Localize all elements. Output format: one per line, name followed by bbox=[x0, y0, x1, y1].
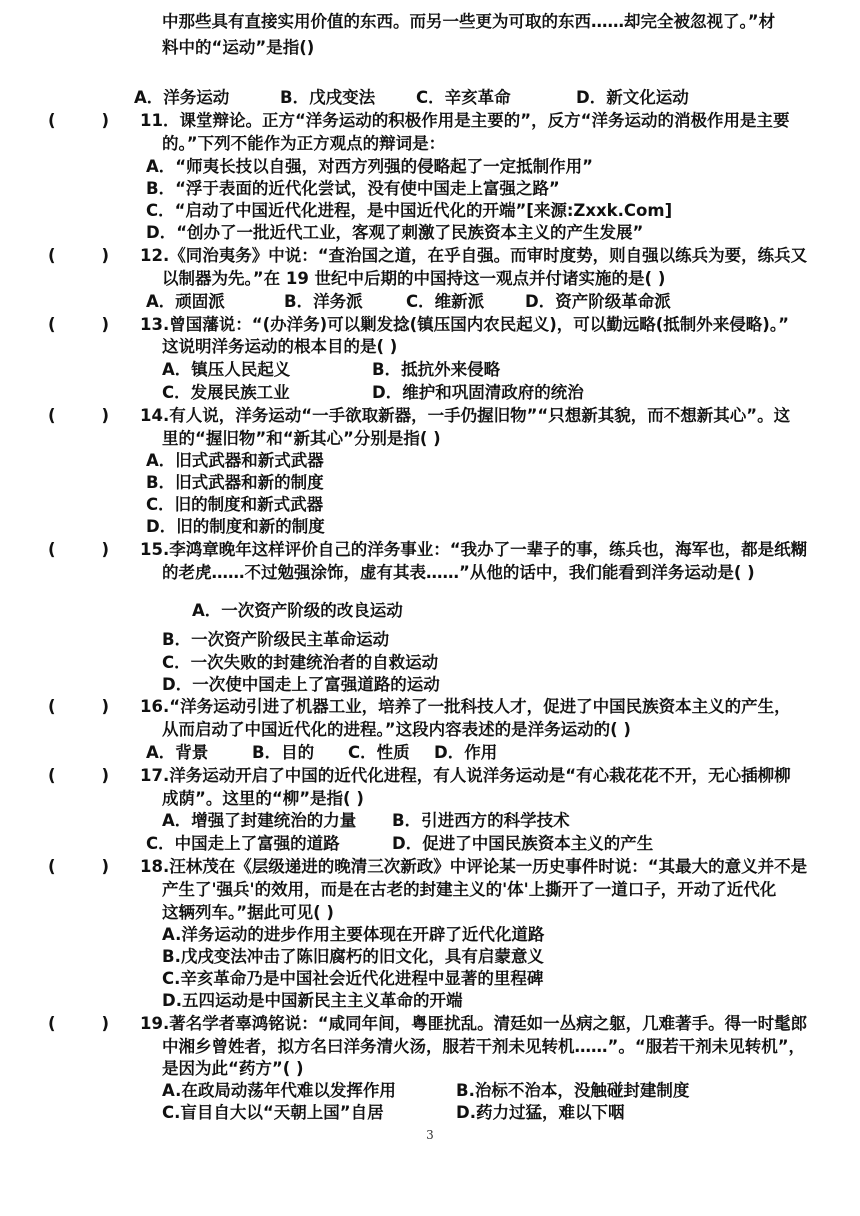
q19-option-c: C.盲目自大以“天朝上国”自居 bbox=[162, 1103, 384, 1122]
page-number: 3 bbox=[426, 1128, 434, 1142]
q18-option-b: B.戊戌变法冲击了陈旧腐朽的旧文化，具有启蒙意义 bbox=[162, 947, 544, 966]
q18-option-a: A.洋务运动的进步作用主要体现在开辟了近代化道路 bbox=[162, 925, 545, 944]
answer-blank[interactable]: ( ) bbox=[48, 111, 110, 130]
q19-option-b: B.治标不治本，没触碰封建制度 bbox=[456, 1081, 690, 1100]
q16-option-a: A．背景 bbox=[146, 743, 209, 762]
q16-stem-line: 从而启动了中国近代化的进程。”这段内容表述的是洋务运动的( ) bbox=[162, 720, 631, 739]
q17-option-a: A．增强了封建统治的力量 bbox=[162, 811, 357, 830]
answer-blank[interactable]: ( ) bbox=[48, 857, 110, 876]
q10-option-d: D．新文化运动 bbox=[576, 88, 689, 107]
q18-option-d: D.五四运动是中国新民主主义革命的开端 bbox=[162, 991, 463, 1010]
q11-stem-line: 11．课堂辩论。正方“洋务运动的积极作用是主要的”，反方“洋务运动的消极作用是主要 bbox=[140, 111, 790, 130]
q12-option-d: D．资产阶级革命派 bbox=[525, 292, 671, 311]
q16-option-c: C．性质 bbox=[348, 743, 410, 762]
q13-stem-line: 这说明洋务运动的根本目的是( ) bbox=[162, 337, 398, 356]
q13-stem-line: 13.曾国藩说：“(办洋务)可以剿发捻(镇压国内农民起义)，可以勤远略(抵制外来侵略)。” bbox=[140, 315, 789, 334]
q11-stem-line: 的。”下列不能作为正方观点的辩词是： bbox=[162, 134, 446, 153]
q15-stem-line: 的老虎……不过勉强涂饰，虚有其表……”从他的话中，我们能看到洋务运动是( ) bbox=[162, 563, 755, 582]
q13-option-c: C．发展民族工业 bbox=[162, 383, 290, 402]
answer-blank[interactable]: ( ) bbox=[48, 766, 110, 785]
q15-option-c: C．一次失败的封建统治者的自救运动 bbox=[162, 653, 439, 672]
q13-option-d: D．维护和巩固清政府的统治 bbox=[372, 383, 584, 402]
q11-option-c: C．“启动了中国近代化进程，是中国近代化的开端”[来源:Zxxk.Com] bbox=[146, 201, 673, 220]
answer-blank[interactable]: ( ) bbox=[48, 406, 110, 425]
q14-option-a: A．旧式武器和新式武器 bbox=[146, 451, 324, 470]
q14-option-d: D．旧的制度和新的制度 bbox=[146, 517, 325, 536]
q14-stem-line: 14.有人说，洋务运动“一手欲取新器，一手仍握旧物”“只想新其貌，而不想新其心”。这 bbox=[140, 406, 791, 425]
q12-stem-line: 以制器为先。”在 19 世纪中后期的中国持这一观点并付诸实施的是( ) bbox=[162, 269, 666, 288]
q15-option-d: D．一次使中国走上了富强道路的运动 bbox=[162, 675, 440, 694]
answer-blank[interactable]: ( ) bbox=[48, 697, 110, 716]
q19-stem-line: 19.著名学者辜鸿铭说：“咸同年间，粤匪扰乱。清廷如一丛病之躯，几难著手。得一时髦郎 bbox=[140, 1014, 808, 1033]
q19-stem-line: 中湘乡曾姓者，拟方名曰洋务清火汤，服若干剂未见转机……”。“服若干剂未见转机”， bbox=[162, 1037, 806, 1056]
q18-option-c: C.辛亥革命乃是中国社会近代化进程中显著的里程碑 bbox=[162, 969, 544, 988]
q19-stem-line: 是因为此“药方”( ) bbox=[162, 1059, 304, 1078]
q17-option-c: C．中国走上了富强的道路 bbox=[146, 834, 340, 853]
q18-stem-line: 这辆列车。”据此可见( ) bbox=[162, 903, 334, 922]
q19-option-d: D.药力过猛，难以下咽 bbox=[456, 1103, 625, 1122]
q14-option-c: C．旧的制度和新式武器 bbox=[146, 495, 324, 514]
q15-option-a: A．一次资产阶级的改良运动 bbox=[192, 601, 403, 620]
q16-stem-line: 16.“洋务运动引进了机器工业，培养了一批科技人才，促进了中国民族资本主义的产生， bbox=[140, 697, 791, 716]
q12-option-b: B．洋务派 bbox=[284, 292, 363, 311]
q10-option-a: A．洋务运动 bbox=[134, 88, 230, 107]
q14-option-b: B．旧式武器和新的制度 bbox=[146, 473, 324, 492]
q16-option-d: D．作用 bbox=[434, 743, 498, 762]
answer-blank[interactable]: ( ) bbox=[48, 246, 110, 265]
q17-option-b: B．引进西方的科学技术 bbox=[392, 811, 570, 830]
answer-blank[interactable]: ( ) bbox=[48, 1014, 110, 1033]
q11-option-a: A．“师夷长技以自强，对西方列强的侵略起了一定抵制作用” bbox=[146, 157, 593, 176]
q17-option-d: D．促进了中国民族资本主义的产生 bbox=[392, 834, 654, 853]
q18-stem-line: 产生了'强兵'的效用，而是在古老的封建主义的'体'上撕开了一道口子，开动了近代化 bbox=[162, 880, 777, 899]
answer-blank[interactable]: ( ) bbox=[48, 540, 110, 559]
q13-option-a: A．镇压人民起义 bbox=[162, 360, 291, 379]
q11-option-d: D．“创办了一批近代工业，客观了刺激了民族资本主义的产生发展” bbox=[146, 223, 644, 242]
q17-stem-line: 17.洋务运动开启了中国的近代化进程，有人说洋务运动是“有心栽花花不开，无心插柳柳 bbox=[140, 766, 791, 785]
answer-blank[interactable]: ( ) bbox=[48, 315, 110, 334]
q16-option-b: B．目的 bbox=[252, 743, 315, 762]
q12-option-a: A．顽固派 bbox=[146, 292, 225, 311]
q14-stem-line: 里的“握旧物”和“新其心”分别是指( ) bbox=[162, 429, 441, 448]
q15-stem-line: 15.李鸿章晚年这样评价自己的洋务事业：“我办了一辈子的事，练兵也，海军也，都是纸糊 bbox=[140, 540, 808, 559]
q17-stem-line: 成荫”。这里的“柳”是指( ) bbox=[162, 789, 364, 808]
q10-stem-line: 料中的“运动”是指() bbox=[162, 38, 315, 57]
q11-option-b: B．“浮于表面的近代化尝试，没有使中国走上富强之路” bbox=[146, 179, 560, 198]
q10-option-b: B．戊戌变法 bbox=[280, 88, 376, 107]
q15-option-b: B．一次资产阶级民主革命运动 bbox=[162, 630, 390, 649]
q10-stem-line: 中那些具有直接实用价值的东西。而另一些更为可取的东西……却完全被忽视了。”材 bbox=[162, 12, 776, 31]
q10-option-c: C．辛亥革命 bbox=[416, 88, 511, 107]
q12-stem-line: 12.《同治夷务》中说：“查治国之道，在乎自强。而审时度势，则自强以练兵为要，练兵又 bbox=[140, 246, 808, 265]
q13-option-b: B．抵抗外来侵略 bbox=[372, 360, 501, 379]
q19-option-a: A.在政局动荡年代难以发挥作用 bbox=[162, 1081, 396, 1100]
q12-option-c: C．维新派 bbox=[406, 292, 485, 311]
q18-stem-line: 18.汪林茂在《层级递进的晚清三次新政》中评论某一历史事件时说：“其最大的意义并不是 bbox=[140, 857, 808, 876]
